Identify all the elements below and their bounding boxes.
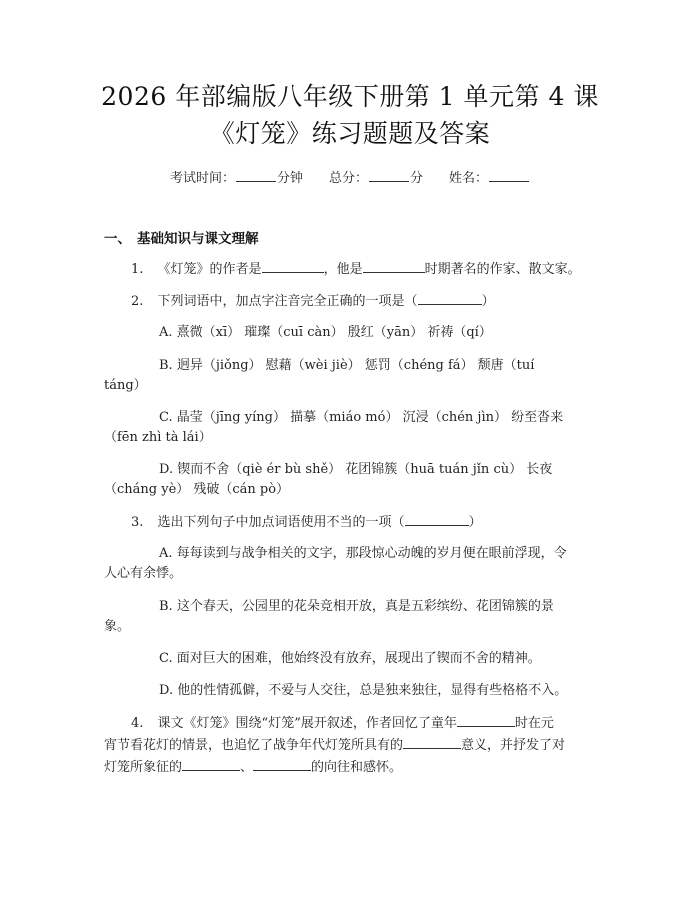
total-score-unit: 分: [410, 171, 424, 186]
document-title-line-1: 2026 年部编版八年级下册第 1 单元第 4 课: [101, 82, 599, 111]
question-2-option-d-line-1: D. 锲而不舍（qiè ér bù shě） 花团锦簇（huā tuán jǐn cù） 长夜: [159, 462, 553, 477]
question-2-answer-blank[interactable]: [418, 290, 482, 305]
question-4-text-b: 时在元: [514, 716, 554, 731]
total-score-label: 总分：: [328, 171, 368, 186]
question-3-option-d: D. 他的性情孤僻，不爱与人交往，总是独来独往，显得有些格格不入。: [159, 683, 568, 698]
question-3-option-a-line-1: A. 每每读到与战争相关的文字，那段惊心动魄的岁月便在眼前浮现，令: [159, 546, 567, 561]
question-1-text-c: 时期著名的作家、散文家。: [424, 262, 581, 277]
question-4-line-3: [104, 756, 402, 779]
question-4-blank-symbol-1[interactable]: [182, 756, 240, 771]
question-3-option-b-line-2: 象。: [104, 619, 131, 634]
exam-time-label: 考试时间：: [169, 171, 235, 186]
question-2-option-c-line-2: （fēn zhì tà lái）: [104, 430, 212, 445]
question-4-text-g: 的向往和感怀。: [311, 760, 403, 775]
question-4-text-e: 灯笼所象征的: [104, 760, 183, 775]
question-1-text-a: 《灯笼》的作者是: [157, 262, 262, 277]
question-4-number: 4.: [131, 716, 144, 731]
question-4-line-2: [104, 734, 565, 757]
question-3-number: 3.: [131, 515, 144, 530]
question-1: [131, 258, 581, 281]
question-2-option-a: A. 熹微（xī） 璀璨（cuī càn） 殷红（yān） 祈祷（qí）: [159, 325, 492, 340]
question-3-option-a-line-2: 人心有余悸。: [104, 566, 183, 581]
question-2: [131, 290, 495, 313]
question-4-text-f: 、: [240, 760, 254, 775]
exam-time-unit: 分钟: [276, 171, 303, 186]
question-3-option-b-line-1: B. 这个春天，公园里的花朵竞相开放，真是五彩缤纷、花团锦簇的景: [159, 599, 554, 614]
document-title-line-2: 《灯笼》练习题题及答案: [209, 119, 491, 148]
question-2-stem-close: ）: [481, 294, 495, 309]
section-heading: [104, 230, 259, 248]
question-3-stem: 选出下列句子中加点词语使用不当的一项（: [157, 515, 405, 530]
section-number: 一、: [104, 231, 131, 247]
question-2-stem: 下列词语中，加点字注音完全正确的一项是（: [157, 294, 418, 309]
question-1-text-b: ，他是: [323, 262, 363, 277]
exam-info-line: [0, 169, 700, 188]
question-4-text-c: 宵节看花灯的情景，也追忆了战争年代灯笼所具有的: [104, 738, 404, 753]
question-1-number: 1.: [131, 262, 144, 277]
question-2-option-c-line-1: C. 晶莹（jīng yíng） 描摹（miáo mó） 沉浸（chén jìn） 纷至沓来: [159, 410, 564, 425]
question-3-stem-close: ）: [468, 515, 482, 530]
total-score-blank[interactable]: [369, 169, 409, 182]
student-name-blank[interactable]: [489, 169, 529, 182]
question-2-option-d-line-2: （cháng yè） 残破（cán pò）: [104, 482, 290, 497]
question-2-number: 2.: [131, 294, 144, 309]
question-4-text-d: 意义，并抒发了对: [461, 738, 566, 753]
question-3: [131, 511, 482, 534]
question-1-blank-period[interactable]: [363, 258, 425, 273]
question-3-option-c: C. 面对巨大的困难，他始终没有放弃，展现出了锲而不舍的精神。: [159, 651, 541, 666]
question-4-text-a: 课文《灯笼》围绕“灯笼”展开叙述，作者回忆了童年: [157, 716, 457, 731]
question-4-line-1: [131, 712, 554, 735]
question-4-blank-symbol-2[interactable]: [253, 756, 311, 771]
question-1-blank-author[interactable]: [262, 258, 324, 273]
question-2-option-b-line-1: B. 迥异（jiǒng） 慰藉（wèi jiè） 惩罚（chéng fá） 颓唐（tuí: [159, 358, 535, 373]
student-name-label: 姓名：: [449, 171, 489, 186]
question-3-answer-blank[interactable]: [405, 511, 469, 526]
question-2-option-b-line-2: táng）: [104, 378, 147, 393]
section-title: 基础知识与课文理解: [137, 231, 259, 247]
exam-time-blank[interactable]: [236, 169, 276, 182]
question-4-blank-childhood[interactable]: [457, 712, 515, 727]
question-4-blank-meaning[interactable]: [403, 734, 461, 749]
